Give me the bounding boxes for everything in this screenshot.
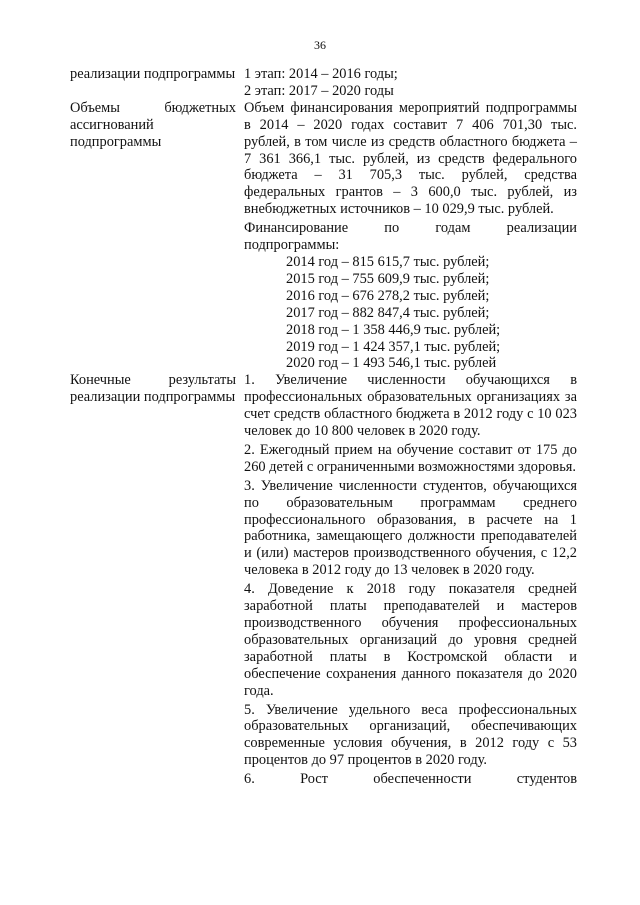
financing-text: Объем финансирования мероприятий подпрограммы в 2014 – 2020 годах составит 7 406 701,30 тыс. рублей, в том числе из средств областного бюджета – 7 361 366,1 тыс. рублей, из средств федерального бюджета – 31 705,3 тыс. рублей, средства федеральных грантов – 3 600,0 тыс. рублей, из внебюджетных источников – 10 029,9 тыс. рублей. <box>244 99 577 218</box>
row-label: Конечные результаты реализации подпрограммы <box>70 372 236 406</box>
result-item: 4. Доведение к 2018 году показателя средней заработной платы преподавателей и мастеров производственного обучения профессиональных образовательных организаций до уровня средней заработной платы в Костромской области и обеспечение сохранения данного показателя до 2020 года. <box>244 581 577 699</box>
result-item: 2. Ежегодный прием на обучение составит от 175 до 260 детей с ограниченными возможностями здоровья. <box>244 441 577 475</box>
passport-table <box>70 66 577 788</box>
financing-by-year-list <box>244 254 577 372</box>
stage-line: 2 этап: 2017 – 2020 годы <box>244 82 394 99</box>
result-item: 1. Увеличение численности обучающихся в профессиональных образовательных организациях за счет средств областного бюджета в 2012 году с 10 023 человек до 10 800 человек в 2020 году. <box>244 372 577 440</box>
year-item: 2018 год – 1 358 446,9 тыс. рублей; <box>286 321 501 338</box>
result-item: 5. Увеличение удельного веса профессиональных образовательных организаций, обеспечивающих современные условия обучения, в 2012 году с 53 процентов до 97 процентов в 2020 году. <box>244 701 577 769</box>
stage-line: 1 этап: 2014 – 2016 годы; <box>244 66 398 82</box>
row-label: реализации подпрограммы <box>70 66 236 82</box>
row-label: Объемы бюджетных ассигнований подпрограммы <box>70 99 236 150</box>
result-item: 6. Рост обеспеченности студентов <box>244 771 577 788</box>
row-content <box>244 66 577 100</box>
page-number: 36 <box>314 38 326 52</box>
financing-subheading: Финансирование по годам реализации подпрограммы: <box>244 220 577 254</box>
row-final-results <box>70 372 577 788</box>
row-implementation-stages <box>70 66 577 100</box>
year-item: 2015 год – 755 609,9 тыс. рублей; <box>286 270 490 287</box>
year-item: 2014 год – 815 615,7 тыс. рублей; <box>286 253 490 270</box>
year-item: 2017 год – 882 847,4 тыс. рублей; <box>286 304 490 321</box>
row-budget-allocations <box>70 100 577 373</box>
result-item: 3. Увеличение численности студентов, обучающихся по образовательным программам среднего профессионального образования, в расчете на 1 работника, замещающего должности преподавателей и (или) мастеров производственного обучения, с 12,2 человека в 2012 году до 13 человек в 2020 году. <box>244 477 577 579</box>
year-item: 2020 год – 1 493 546,1 тыс. рублей <box>286 355 497 372</box>
row-content <box>244 372 577 788</box>
row-content <box>244 100 577 373</box>
year-item: 2016 год – 676 278,2 тыс. рублей; <box>286 287 490 304</box>
year-item: 2019 год – 1 424 357,1 тыс. рублей; <box>286 338 501 355</box>
